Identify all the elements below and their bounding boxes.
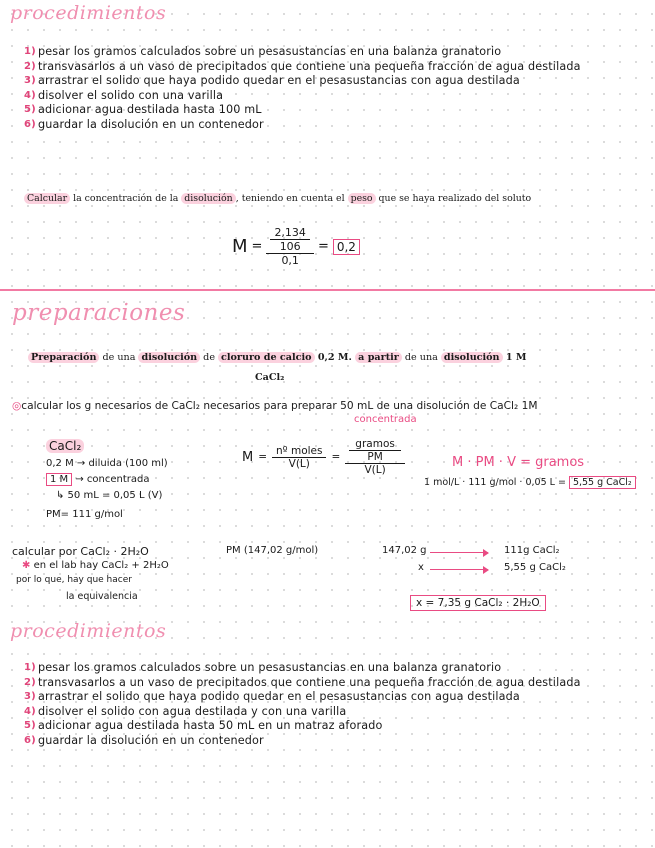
molarity-formula: M = $\frac{\frac{2,134}{106}}{0,1}$ = 0,2: [232, 226, 360, 267]
result-box: 0,2: [333, 239, 360, 255]
rule-arrow-2: [430, 569, 488, 570]
list-item: 1) pesar los gramos calculados sobre un pesasustancias en una balanza granatorio: [24, 661, 502, 674]
list-item: 3) arrastrar el solido que haya podido quedar en el pesasustancias con agua destilada: [24, 74, 520, 88]
list-item: 5) adicionar agua destilada hasta 50 mL en un matraz aforado: [24, 719, 383, 733]
pm-line: PM= 111 g/mol: [46, 509, 123, 520]
section-title-preparaciones: preparaciones: [12, 300, 186, 326]
section-divider: [0, 289, 655, 291]
rule-row-2-right: 5,55 g CaCl₂: [504, 562, 566, 573]
list-item: 6) guardar la disolución en un contenedor: [24, 117, 264, 131]
task-statement: ◎calcular los g necesarios de CaCl₂ necesarios para preparar 50 mL de una disolución de CaCl₂ 1M: [12, 400, 538, 412]
formula-subtitle: CaCl₂: [255, 372, 285, 383]
grams-calculation: 1 mol/L · 111 g/mol · 0,05 L = 5,55 g CaCl₂: [424, 477, 636, 488]
hydrate-line-1: calcular por CaCl₂ · 2H₂O: [12, 545, 149, 558]
list-item: 2) transvasarlos a un vaso de precipitados que contiene una pequeña fracción de agua destilada: [24, 675, 581, 689]
rule-row-2-left: x: [418, 562, 424, 573]
hydrate-line-2: ✱ en el lab hay CaCl₂ + 2H₂O: [22, 560, 169, 571]
preparation-intro: Preparación de una disolución de cloruro de calcio 0,2 M. a partir de una disolución 1 M: [28, 352, 527, 363]
list-item: 3) arrastrar el solido que haya podido quedar en el pesasustancias con agua destilada: [24, 690, 520, 704]
section-title-procedimientos-1: procedimientos: [10, 2, 167, 24]
list-item: 5) adicionar agua destilada hasta 100 mL: [24, 103, 262, 117]
hydrate-result-box: x = 7,35 g CaCl₂ · 2H₂O: [410, 595, 546, 611]
hydrate-pm: PM (147,02 g/mol): [226, 545, 319, 556]
section-title-procedimientos-2: procedimientos: [10, 620, 167, 642]
concentrada-line: 1 M → concentrada: [46, 474, 150, 485]
procedure-list-1: [24, 45, 624, 133]
list-item: 4) disolver el solido con una varilla: [24, 88, 224, 102]
volume-line: ↳ 50 mL = 0,05 L (V): [56, 490, 163, 501]
diluida-line: 0,2 M → diluida (100 ml): [46, 458, 168, 469]
grams-equation: M · PM · V = gramos: [452, 455, 585, 470]
compound-label: CaCl₂: [46, 439, 84, 453]
list-item: 2) transvasarlos a un vaso de precipitados que contiene una pequeña fracción de agua destilada: [24, 59, 581, 73]
hydrate-line-3: por lo que, hay que hacer: [16, 575, 132, 585]
rule-row-1-right: 111g CaCl₂: [504, 545, 560, 556]
grams-result-box: 5,55 g CaCl₂: [569, 476, 636, 489]
procedure-list-2: [24, 661, 624, 749]
list-item: 1) pesar los gramos calculados sobre un pesasustancias en una balanza granatorio: [24, 45, 502, 58]
hydrate-line-4: la equivalencia: [66, 591, 138, 602]
molarity-definition: M = $\frac{\text{nº moles}}{V(L)}$ = $\frac{\frac{\text{gramos}}{PM}}{V(L)}$: [242, 438, 405, 476]
list-item: 6) guardar la disolución en un contenedor: [24, 733, 264, 747]
list-item: 4) disolver el solido con agua destilada y con una varilla: [24, 704, 347, 718]
calc-concentration-sentence: Calcular la concentración de la disolución , teniendo en cuenta el peso que se haya realizado del soluto: [24, 193, 531, 204]
task-note: concentrada: [354, 414, 417, 425]
rule-arrow-1: [430, 552, 488, 553]
rule-row-1-left: 147,02 g: [382, 545, 427, 556]
